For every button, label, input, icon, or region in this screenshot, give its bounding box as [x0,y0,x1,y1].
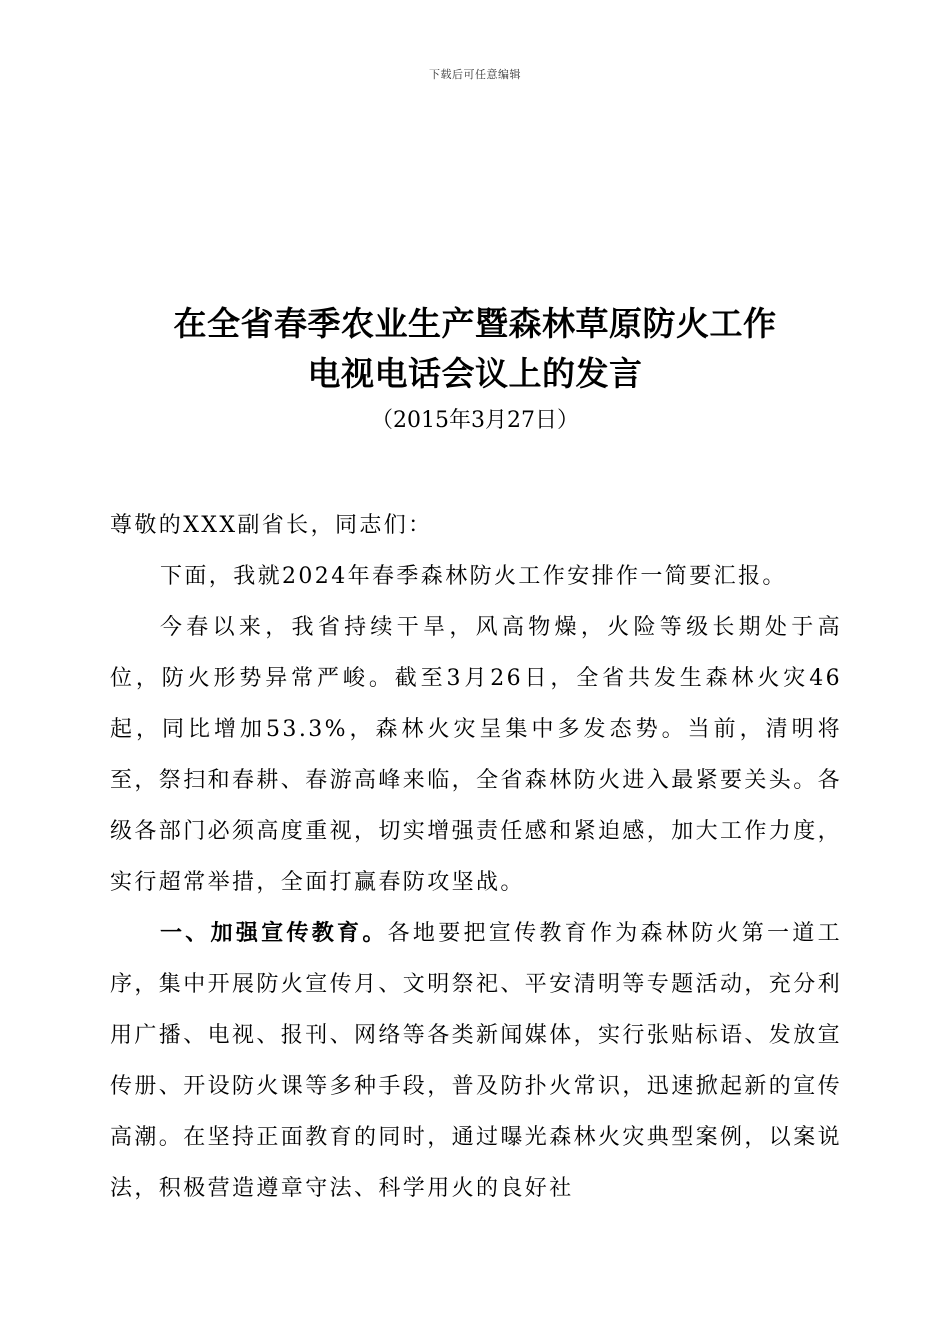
salutation: 尊敬的XXX副省长，同志们： [110,513,433,538]
document-title-line-2: 电视电话会议上的发言 [307,354,643,393]
section-1-text: 各地要把宣传教育作为森林防火第一道工序，集中开展防火宣传月、文明祭祀、平安清明等专题活动，充分利用广播、电视、报刊、网络等各类新闻媒体，实行张贴标语、发放宣传册、开设防火课等多种手段，普及防扑火常识，迅速掀起新的宣传高潮。在坚持正面教育的同时，通过曝光森林火灾典型案例，以案说法，积极营造遵章守法、科学用火的良好社 [110,921,843,1201]
situation-paragraph: 今春以来，我省持续干旱，风高物燥，火险等级长期处于高位，防火形势异常严峻。截至3月26日，全省共发生森林火灾46起，同比增加53.3%，森林火灾呈集中多发态势。当前，清明将至，祭扫和春耕、春游高峰来临，全省森林防火进入最紧要关头。各级各部门必须高度重视，切实增强责任感和紧迫感，加大工作力度，实行超常举措，全面打赢春防攻坚战。 [110,615,843,895]
section-1-heading: 一、加强宣传教育。 [160,921,388,946]
intro-paragraph: 下面，我就2024年春季森林防火工作安排作一简要汇报。 [160,564,787,589]
speech-body [110,500,842,1214]
section-1-paragraph [110,908,842,1214]
header-note: 下载后可任意编辑 [429,68,521,81]
document-title-line-1: 在全省春季农业生产暨森林草原防火工作 [173,304,777,343]
speech-date: （2015年3月27日） [371,408,579,433]
